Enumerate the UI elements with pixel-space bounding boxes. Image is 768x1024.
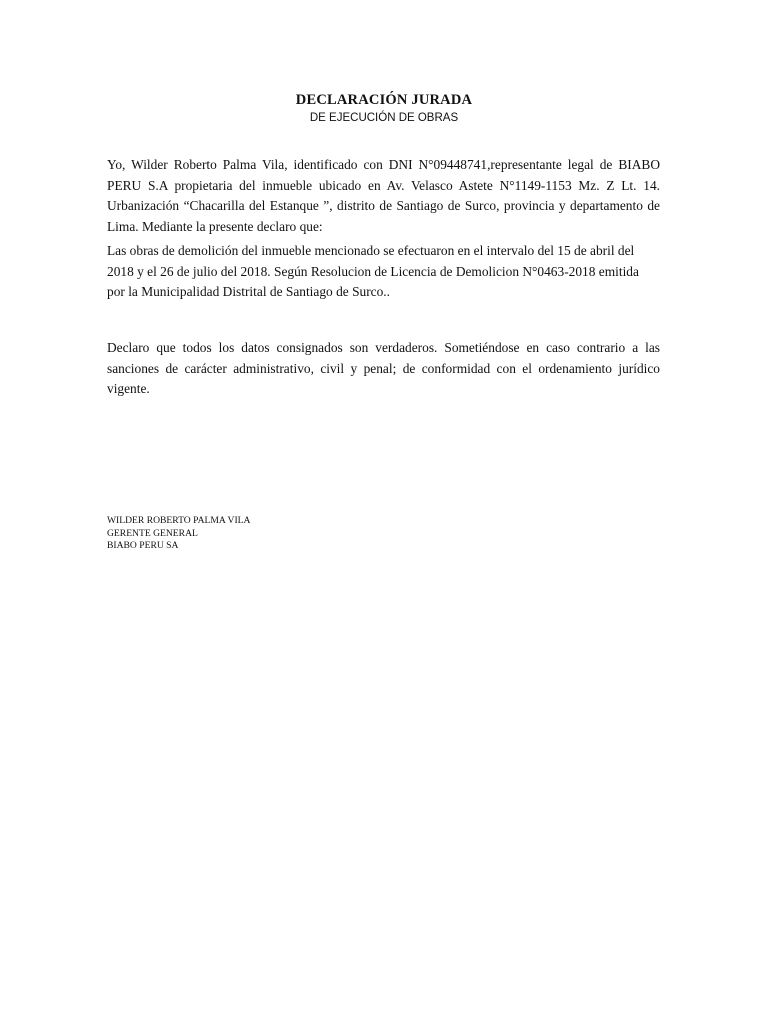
- signature-name: WILDER ROBERTO PALMA VILA: [107, 515, 251, 526]
- signature-company: BIABO PERU SA: [107, 540, 179, 552]
- document-title: DECLARACIÓN JURADA: [295, 92, 473, 108]
- paragraph-demolition-dates: Las obras de demolición del inmueble mencionado se efectuaron en el intervalo del 15 de abril del 2018 y el 26 de julio del 2018. Según Resolucion de Licencia de Demolicion N°0463-2018 emitida por la Municipalidad Distrital de Santiago de Surco..: [107, 243, 639, 300]
- signature-position: GERENTE GENERAL: [107, 527, 198, 539]
- paragraph-truthfulness-statement: Declaro que todos los datos consignados son verdaderos. Sometiéndose en caso contrario a las sanciones de carácter administrativo, civil y penal; de conformidad con el ordenamiento jurídico vigente.: [107, 340, 660, 397]
- document-subtitle: DE EJECUCIÓN DE OBRAS: [309, 112, 459, 124]
- paragraph-declarant-intro: Yo, Wilder Roberto Palma Vila, identificado con DNI N°09448741,representante legal de BIABO PERU S.A propietaria del inmueble ubicado en Av. Velasco Astete N°1149-1153 Mz. Z Lt. 14. Urbanización “Chacarilla del Estanque ”, distrito de Santiago de Surco, provincia y departamento de Lima. Mediante la presente declaro que:: [107, 157, 660, 234]
- signature-block: [107, 515, 250, 553]
